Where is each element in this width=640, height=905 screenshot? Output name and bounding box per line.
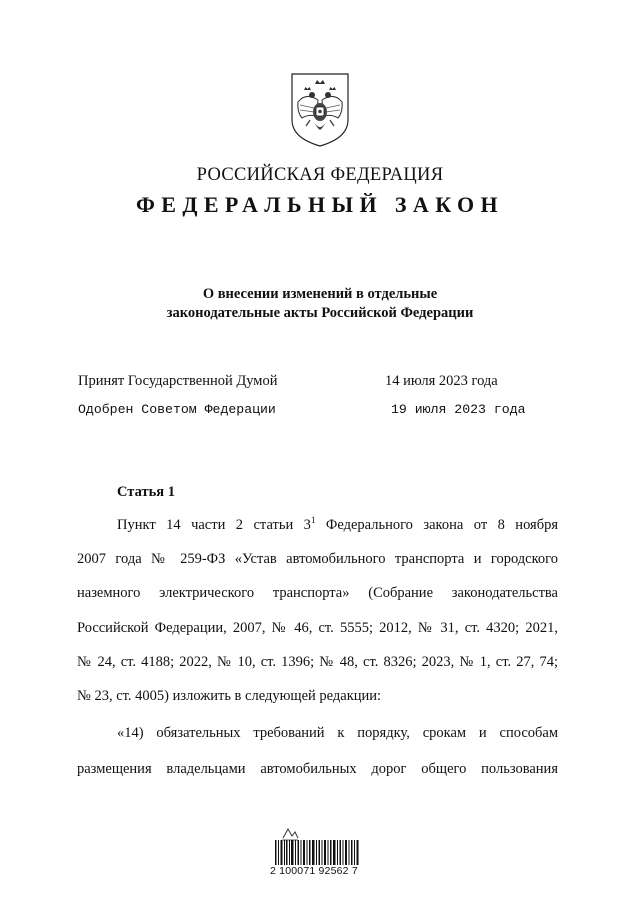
article-line-1b: Федерального закона от 8 ноября xyxy=(325,517,559,533)
law-title xyxy=(0,285,640,323)
article-line: 2007 года № 259-ФЗ «Устав автомобильного транспорта и городского xyxy=(77,551,558,567)
coat-of-arms-emblem xyxy=(288,72,352,148)
article-line: № 24, ст. 4188; 2022, № 10, ст. 1396; № 48, ст. 8326; 2023, № 1, ст. 27, 74; xyxy=(77,654,558,670)
article-line: Российской Федерации, 2007, № 46, ст. 5555; 2012, № 31, ст. 4320; 2021, xyxy=(77,620,558,636)
law-title-line-1: О внесении изменений в отдельные xyxy=(202,286,438,302)
article-line-1a: Пункт 14 части 2 статьи 3 xyxy=(117,517,311,533)
article-line xyxy=(117,517,558,534)
superscript-index: 1 xyxy=(310,515,316,525)
approved-by-council-label: Одобрен Советом Федерации xyxy=(78,402,276,417)
article-title: Статья 1 xyxy=(117,484,175,500)
adopted-date: 14 июля 2023 года xyxy=(385,373,498,389)
article-line: размещения владельцами автомобильных дорог общего пользования xyxy=(77,761,558,777)
article-line: № 23, ст. 4005) изложить в следующей редакции: xyxy=(77,688,382,704)
document-type: ФЕДЕРАЛЬНЫЙ ЗАКОН xyxy=(135,192,505,217)
article-line: наземного электрического транспорта» (Собрание законодательства xyxy=(77,585,558,601)
barcode-number: 2 100071 92562 7 xyxy=(270,865,358,877)
adopted-by-duma-label: Принят Государственной Думой xyxy=(78,373,278,389)
article-line: «14) обязательных требований к порядку, срокам и способам xyxy=(117,725,558,741)
law-title-line-2: законодательные акты Российской Федерации xyxy=(166,305,474,321)
country-name: РОССИЙСКАЯ ФЕДЕРАЦИЯ xyxy=(196,165,444,185)
approved-date: 19 июля 2023 года xyxy=(391,402,526,417)
